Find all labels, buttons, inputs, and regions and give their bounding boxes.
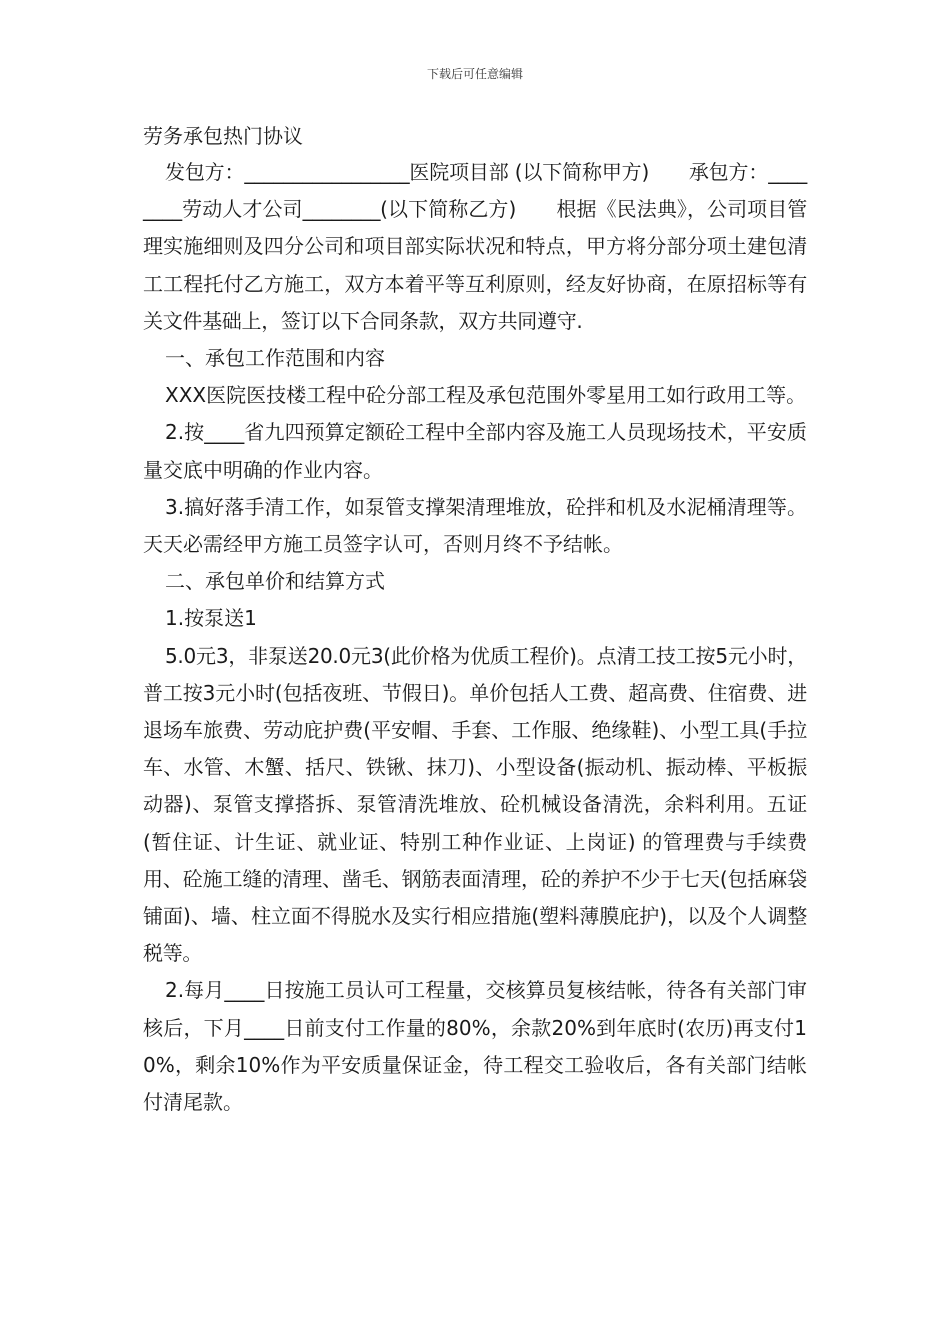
pricing-item-2: 2.每月____日按施工员认可工程量，交核算员复核结帐，待各有关部门审核后，下月____日前支付工作量的80%，余款20%到年底时(农历)再支付10%，剩余10%作为平安质量保证金，待工程交工验收后，各有关部门结帐付清尾款。 bbox=[143, 978, 807, 1115]
page-header-note: 下载后可任意编辑 bbox=[426, 67, 523, 81]
section-heading-scope: 一、承包工作范围和内容 bbox=[165, 346, 385, 371]
document-title: 劳务承包热门协议 bbox=[143, 124, 303, 148]
document-body bbox=[143, 118, 807, 1121]
preamble-paragraph: 发包方：_________________医院项目部 (以下简称甲方) 承包方：________劳动人才公司________(以下简称乙方) 根据《民法典》，公司项目管理实施细则及四分公司和项目部实际状况和特点，甲方将分部分项土建包清工工程托付乙方施工，双方本着平等互利原则，经友好协商，在原招标等有关文件基础上，签订以下合同条款，双方共同遵守. bbox=[143, 160, 807, 333]
scope-item-2: 2.按____省九四预算定额砼工程中全部内容及施工人员现场技术，平安质量交底中明确的作业内容。 bbox=[143, 420, 807, 482]
scope-item-1: XXX医院医技楼工程中砼分部工程及承包范围外零星用工如行政用工等。 bbox=[165, 383, 807, 408]
section-heading-pricing: 二、承包单价和结算方式 bbox=[165, 569, 385, 594]
pricing-item-1-start: 1.按泵送1 bbox=[165, 606, 257, 631]
pricing-item-1-details: 5.0元3，非泵送20.0元3(此价格为优质工程价)。点清工技工按5元小时，普工按3元小时(包括夜班、节假日)。单价包括人工费、超高费、住宿费、进退场车旅费、劳动庇护费(平安帽、手套、工作服、绝缘鞋)、小型工具(手拉车、水管、木蟹、括尺、铁锹、抹刀)、小型设备(振动机、振动棒、平板振动器)、泵管支撑搭拆、泵管清洗堆放、砼机械设备清洗，余料利用。五证(暂住证、计生证、就业证、特别工种作业证、上岗证) 的管理费与手续费用、砼施工缝的清理、凿毛、钢筋表面清理，砼的养护不少于七天(包括麻袋铺面)、墙、柱立面不得脱水及实行相应措施(塑料薄膜庇护)，以及个人调整税等。 bbox=[143, 643, 807, 966]
scope-item-3: 3.搞好落手清工作，如泵管支撑架清理堆放，砼拌和机及水泥桶清理等。天天必需经甲方施工员签字认可，否则月终不予结帐。 bbox=[143, 494, 807, 557]
